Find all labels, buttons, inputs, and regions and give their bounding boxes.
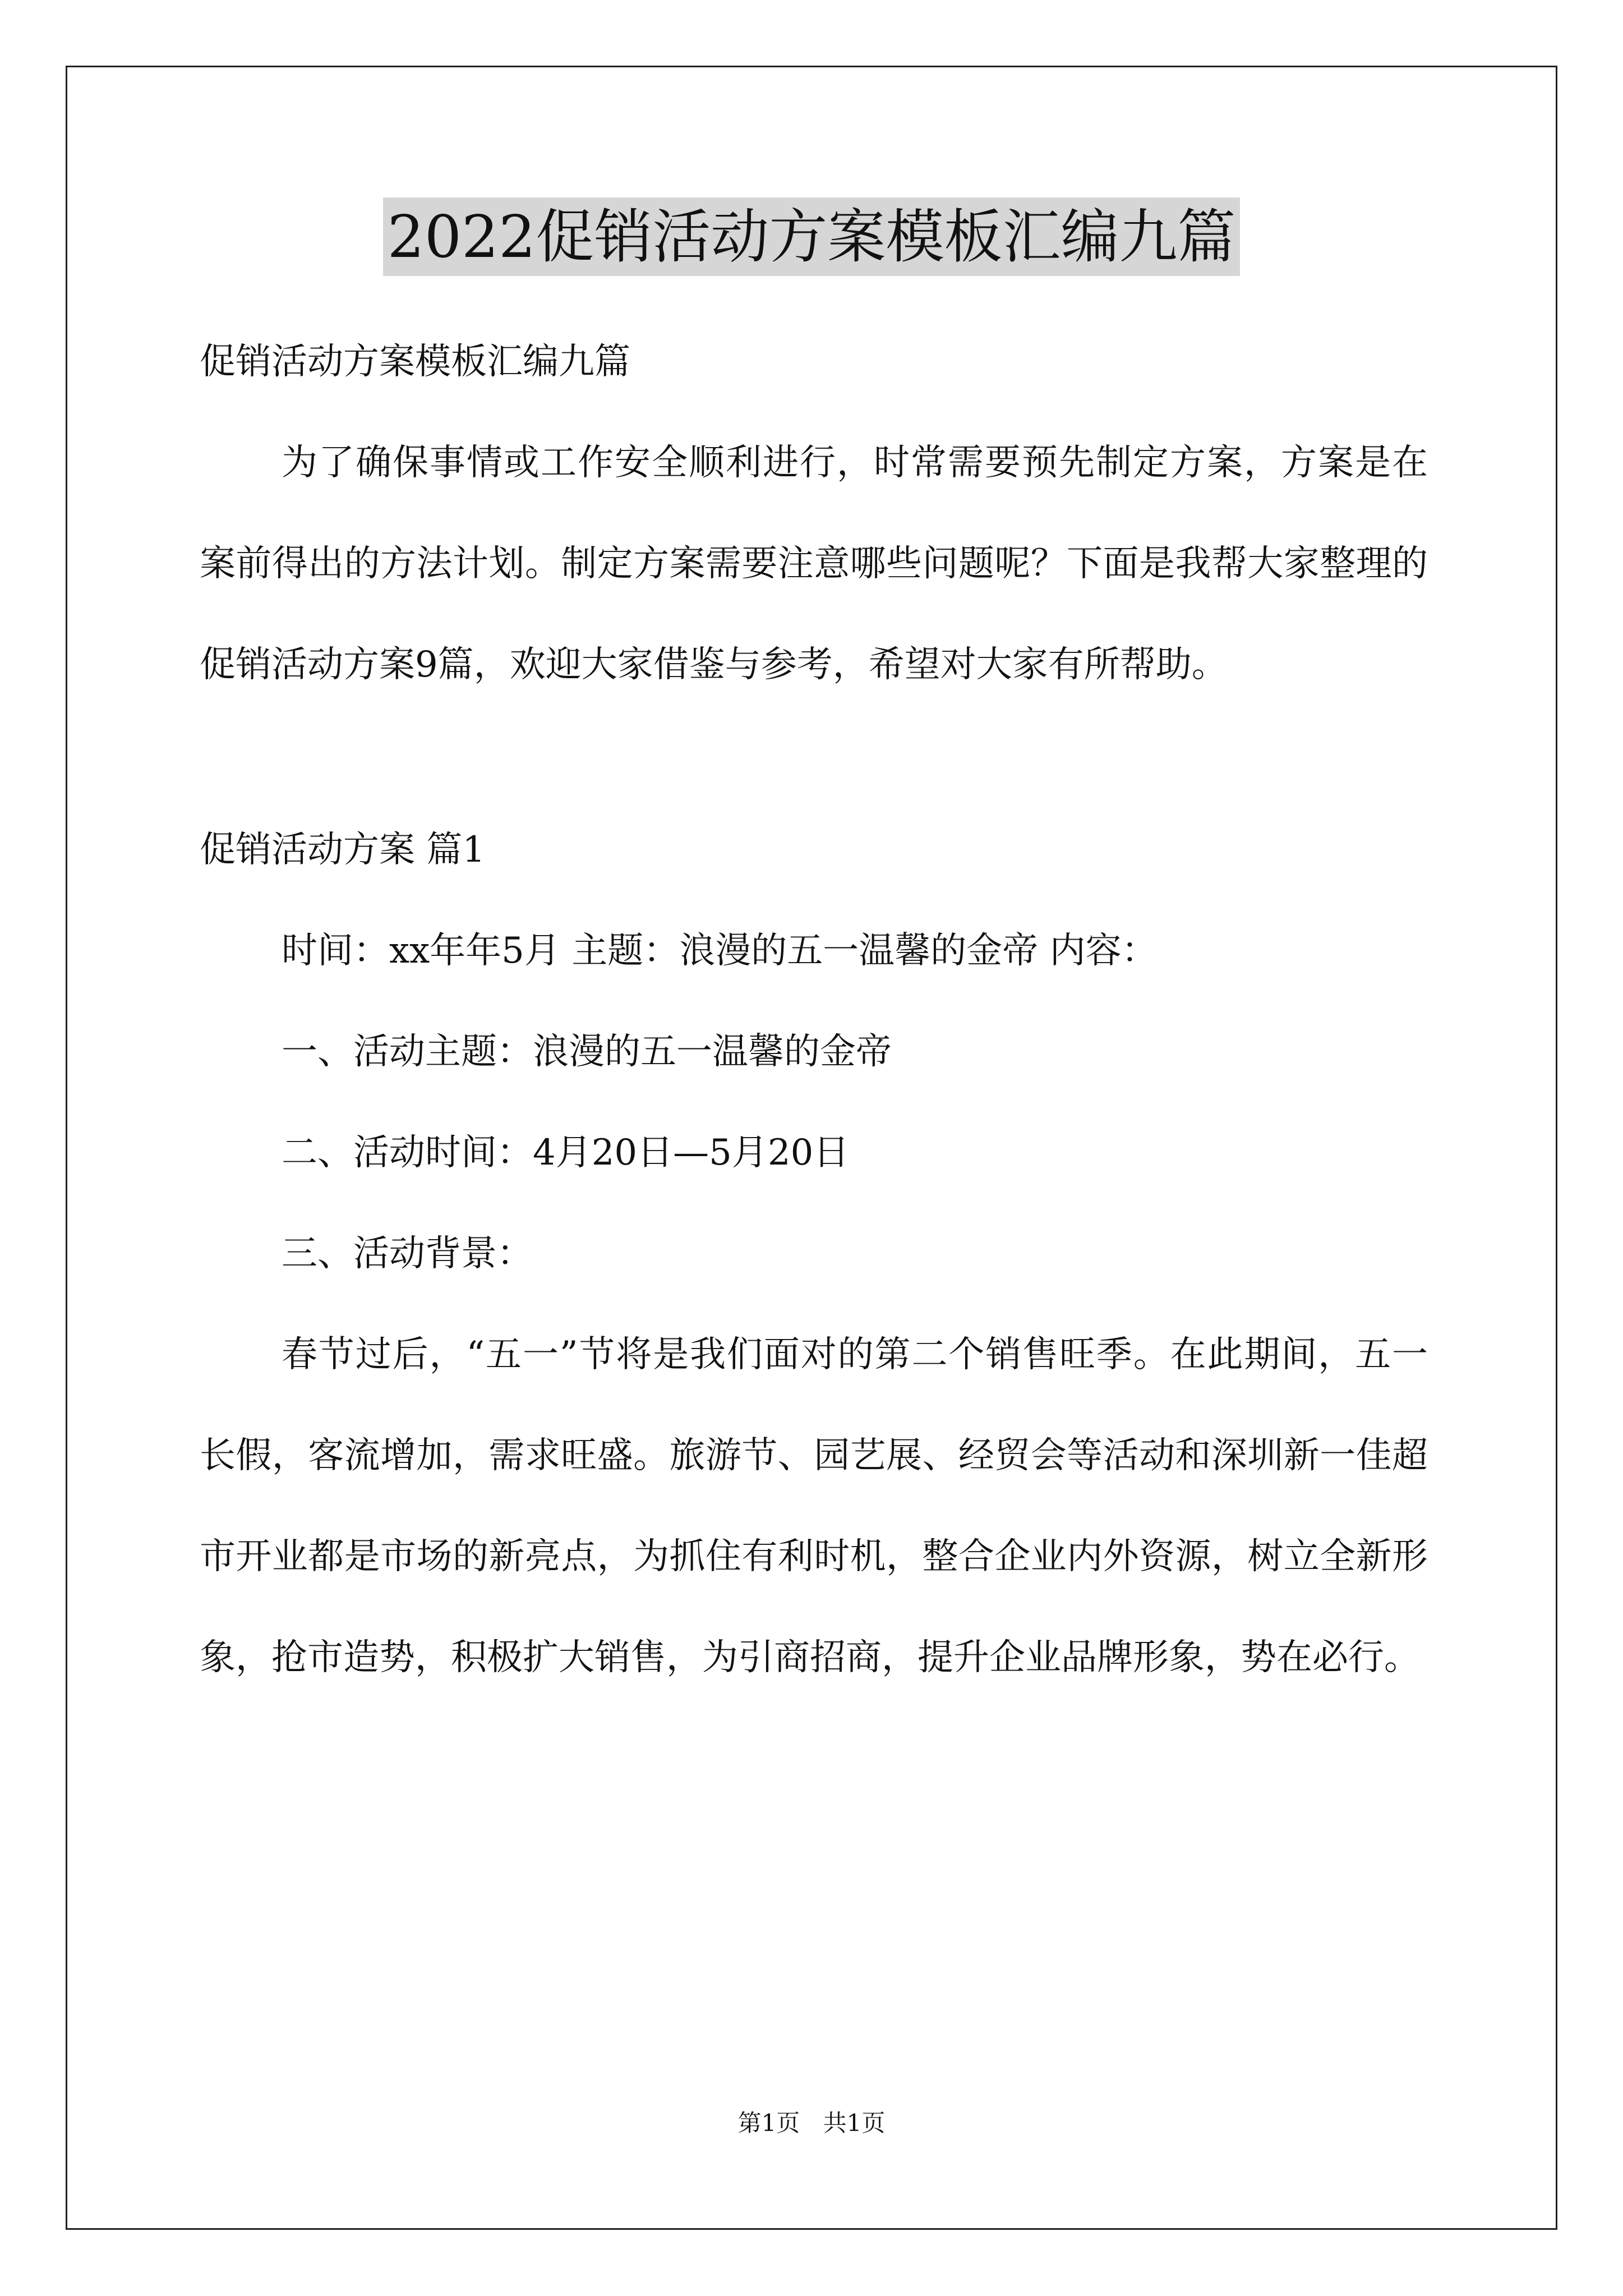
- section-heading: 促销活动方案 篇1: [200, 829, 486, 871]
- background-heading: 三、活动背景：: [282, 1233, 533, 1274]
- page-current: 第1页: [737, 2109, 800, 2137]
- page-total: 共1页: [823, 2109, 886, 2137]
- theme-line: 一、活动主题：浪漫的五一温馨的金帝: [282, 1031, 892, 1073]
- time-line: 时间：xx年年5月 主题：浪漫的五一温馨的金帝 内容：: [282, 930, 1158, 972]
- document-title: 2022促销活动方案模板汇编九篇: [383, 197, 1241, 276]
- period-line: 二、活动时间：4月20日—5月20日: [282, 1132, 850, 1174]
- background-paragraph: 春节过后，“五一”节将是我们面对的第二个销售旺季。在此期间，五一长假，客流增加，需求旺盛。旅游节、园艺展、经贸会等活动和深圳新一佳超市开业都是市场的新亮点，为抓住有利时机，整合企业内外资源，树立全新形象，抢市造势，积极扩大销售，为引商招商，提升企业品牌形象，势在必行。: [200, 1334, 1428, 1678]
- title-container: [0, 197, 1623, 276]
- document-subtitle: 促销活动方案模板汇编九篇: [200, 341, 630, 383]
- page-footer: [0, 2105, 1623, 2138]
- intro-paragraph: 为了确保事情或工作安全顺利进行，时常需要预先制定方案，方案是在案前得出的方法计划。制定方案需要注意哪些问题呢？下面是我帮大家整理的促销活动方案9篇，欢迎大家借鉴与参考，希望对大家有所帮助。: [200, 442, 1428, 685]
- document-body: [200, 303, 1428, 1708]
